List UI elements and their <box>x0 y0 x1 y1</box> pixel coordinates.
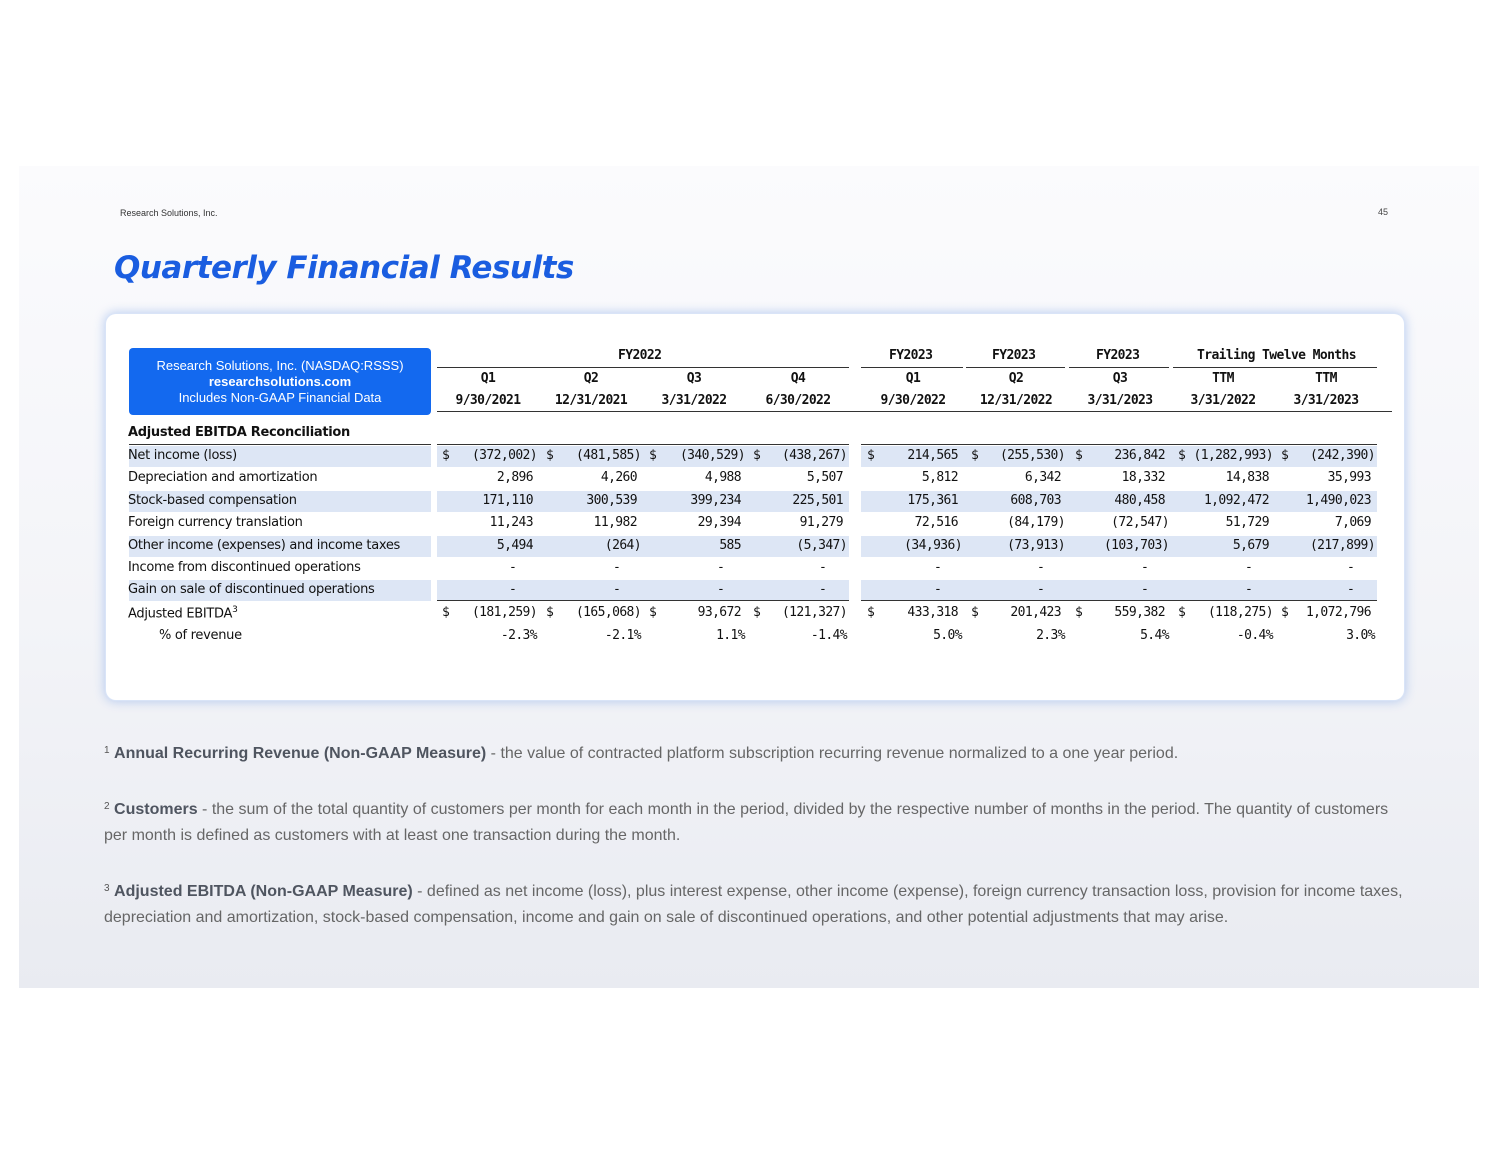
row-label: Gain on sale of discontinued operations <box>128 582 375 597</box>
table-cell: 5,507 <box>806 470 843 485</box>
table-cell: -0.4% <box>1236 628 1273 643</box>
header-rule <box>1069 367 1169 368</box>
row-label: Stock-based compensation <box>128 493 297 508</box>
table-cell: 18,332 <box>1121 470 1165 485</box>
table-cell: 214,565 <box>907 448 958 463</box>
table-cell: - <box>509 582 517 597</box>
column-quarter: TTM <box>1315 371 1337 386</box>
table-cell: 5,679 <box>1232 538 1269 553</box>
page-number: 45 <box>1378 207 1389 217</box>
table-cell: 1,072,796 <box>1305 605 1371 620</box>
table-cell: 171,110 <box>482 493 533 508</box>
total-rule <box>861 600 1377 601</box>
total-rule <box>437 600 849 601</box>
column-date: 9/30/2022 <box>880 393 946 408</box>
table-cell: (181,259) <box>471 605 537 620</box>
currency-symbol: $ <box>1281 448 1289 463</box>
column-date: 3/31/2022 <box>661 393 727 408</box>
page-title: Quarterly Financial Results <box>114 250 574 286</box>
table-cell: 2.3% <box>1036 628 1065 643</box>
table-cell: 5,812 <box>921 470 958 485</box>
column-date: 3/31/2023 <box>1293 393 1359 408</box>
table-cell: 1,490,023 <box>1305 493 1371 508</box>
table-cell: 5,494 <box>496 538 533 553</box>
row-label-ebitda: Adjusted EBITDA$^3$ <box>128 605 238 622</box>
currency-symbol: $ <box>546 448 554 463</box>
currency-symbol: $ <box>1281 605 1289 620</box>
table-cell: 585 <box>719 538 741 553</box>
table-cell: 35,993 <box>1327 470 1371 485</box>
table-cell: 5.4% <box>1140 628 1169 643</box>
table-cell: 6,342 <box>1024 470 1061 485</box>
table-cell: 91,279 <box>799 515 843 530</box>
table-cell: (84,179) <box>1007 515 1065 530</box>
section-rule <box>861 444 1377 445</box>
table-cell: - <box>934 582 942 597</box>
table-cell: - <box>1347 560 1355 575</box>
currency-symbol: $ <box>442 605 450 620</box>
currency-symbol: $ <box>1178 605 1186 620</box>
table-cell: 3.0% <box>1346 628 1375 643</box>
table-cell: - <box>717 560 725 575</box>
currency-symbol: $ <box>867 448 875 463</box>
header-rule <box>437 367 849 368</box>
table-cell: 608,703 <box>1010 493 1061 508</box>
table-cell: 2,896 <box>496 470 533 485</box>
table-cell: (165,068) <box>575 605 641 620</box>
currency-symbol: $ <box>1075 605 1083 620</box>
section-rule <box>129 444 431 445</box>
table-cell: -2.3% <box>500 628 537 643</box>
currency-symbol: $ <box>649 448 657 463</box>
table-cell: (242,390) <box>1309 448 1375 463</box>
table-cell: (438,267) <box>781 448 847 463</box>
row-label: Other income (expenses) and income taxes <box>128 538 401 553</box>
table-cell: - <box>819 560 827 575</box>
table-cell: - <box>613 560 621 575</box>
info-note: Includes Non-GAAP Financial Data <box>178 390 382 405</box>
table-cell: (34,936) <box>904 538 962 553</box>
table-cell: 11,243 <box>489 515 533 530</box>
table-cell: (73,913) <box>1007 538 1065 553</box>
table-cell: 1.1% <box>716 628 745 643</box>
currency-symbol: $ <box>1075 448 1083 463</box>
column-date: 6/30/2022 <box>765 393 831 408</box>
footnote-marker: 3 <box>232 605 238 615</box>
table-cell: 11,982 <box>593 515 637 530</box>
column-quarter: Q1 <box>905 371 921 386</box>
table-cell: - <box>1245 582 1253 597</box>
row-label: Income from discontinued operations <box>128 560 361 575</box>
header-bottom-rule <box>437 411 1392 412</box>
table-cell: (372,002) <box>471 448 537 463</box>
table-cell: 29,394 <box>697 515 741 530</box>
currency-symbol: $ <box>971 605 979 620</box>
table-cell: 225,501 <box>792 493 843 508</box>
footnote: $^1$ Annual Recurring Revenue (Non-GAAP Measure) - the value of contracted platform subscription recurring revenue normalized to a one year period. <box>104 745 1179 762</box>
table-cell: 201,423 <box>1010 605 1061 620</box>
header-rule <box>1173 367 1377 368</box>
table-cell: - <box>1141 582 1149 597</box>
table-cell: 7,069 <box>1334 515 1371 530</box>
table-cell: (255,530) <box>999 448 1065 463</box>
row-label-pct: % of revenue <box>159 628 242 643</box>
column-date: 3/31/2022 <box>1190 393 1256 408</box>
column-quarter: Q2 <box>583 371 599 386</box>
table-cell: - <box>613 582 621 597</box>
table-cell: 559,382 <box>1114 605 1165 620</box>
row-band <box>437 580 849 601</box>
column-fiscal-year: FY2023 <box>1096 348 1140 363</box>
info-website: researchsolutions.com <box>208 374 352 389</box>
table-cell: - <box>934 560 942 575</box>
info-company-ticker: Research Solutions, Inc. (NASDAQ:RSSS) <box>156 358 404 373</box>
table-cell: (118,275) <box>1207 605 1273 620</box>
table-cell: (1,282,993) <box>1193 448 1273 463</box>
table-cell: -1.4% <box>810 628 847 643</box>
table-cell: - <box>717 582 725 597</box>
section-title: Adjusted EBITDA Reconciliation <box>128 425 350 440</box>
table-cell: 300,539 <box>586 493 637 508</box>
table-cell: 175,361 <box>907 493 958 508</box>
column-date: 3/31/2023 <box>1087 393 1153 408</box>
table-cell: -2.1% <box>604 628 641 643</box>
table-cell: (103,703) <box>1103 538 1169 553</box>
table-cell: - <box>1037 560 1045 575</box>
table-cell: 4,988 <box>704 470 741 485</box>
column-date: 12/31/2021 <box>554 393 628 408</box>
currency-symbol: $ <box>867 605 875 620</box>
footnotes <box>104 738 1404 958</box>
table-cell: 14,838 <box>1225 470 1269 485</box>
currency-symbol: $ <box>649 605 657 620</box>
currency-symbol: $ <box>1178 448 1186 463</box>
group-header-fy2022: FY2022 <box>618 348 662 363</box>
column-quarter: TTM <box>1212 371 1234 386</box>
row-label: Foreign currency translation <box>128 515 303 530</box>
table-cell: (340,529) <box>679 448 745 463</box>
table-cell: - <box>509 560 517 575</box>
table-cell: 1,092,472 <box>1203 493 1269 508</box>
currency-symbol: $ <box>442 448 450 463</box>
table-cell: - <box>819 582 827 597</box>
section-rule <box>437 444 849 445</box>
table-cell: 433,318 <box>907 605 958 620</box>
group-header-ttm: Trailing Twelve Months <box>1197 348 1356 363</box>
column-quarter: Q2 <box>1008 371 1024 386</box>
column-quarter: Q1 <box>480 371 496 386</box>
currency-symbol: $ <box>546 605 554 620</box>
footnote: $^2$ Customers - the sum of the total quantity of customers per month for each month in the period, divided by the respective number of months in the period. The quantity of customers per month is defined as customers with at least one transaction during the month. <box>104 801 1389 844</box>
table-cell: - <box>1037 582 1045 597</box>
currency-symbol: $ <box>971 448 979 463</box>
table-cell: 72,516 <box>914 515 958 530</box>
table-cell: (217,899) <box>1309 538 1375 553</box>
header-rule <box>966 367 1065 368</box>
row-label: Depreciation and amortization <box>128 470 318 485</box>
company-name-header: Research Solutions, Inc. <box>120 208 218 218</box>
table-cell: (72,547) <box>1111 515 1169 530</box>
table-cell: (264) <box>604 538 641 553</box>
table-cell: - <box>1347 582 1355 597</box>
header-rule <box>861 367 963 368</box>
table-cell: 399,234 <box>690 493 741 508</box>
column-quarter: Q3 <box>686 371 702 386</box>
column-quarter: Q4 <box>790 371 806 386</box>
column-quarter: Q3 <box>1112 371 1128 386</box>
table-cell: 93,672 <box>697 605 741 620</box>
currency-symbol: $ <box>753 448 761 463</box>
row-label: Net income (loss) <box>128 448 237 463</box>
table-cell: 4,260 <box>600 470 637 485</box>
table-cell: - <box>1141 560 1149 575</box>
table-cell: 480,458 <box>1114 493 1165 508</box>
table-cell: (121,327) <box>781 605 847 620</box>
table-cell: 236,842 <box>1114 448 1165 463</box>
table-cell: (481,585) <box>575 448 641 463</box>
table-cell: 51,729 <box>1225 515 1269 530</box>
table-cell: - <box>1245 560 1253 575</box>
table-cell: (5,347) <box>796 538 847 553</box>
footnote: $^3$ Adjusted EBITDA (Non-GAAP Measure) - defined as net income (loss), plus interest expense, other income (expense), foreign currency transaction loss, provision for income taxes, depreciation and amortization, stock-based compensation, income and gain on sale of discontinued operations, and other potential adjustments that may arise. <box>104 883 1403 926</box>
column-fiscal-year: FY2023 <box>889 348 933 363</box>
table-cell: 5.0% <box>933 628 962 643</box>
currency-symbol: $ <box>753 605 761 620</box>
column-date: 9/30/2021 <box>455 393 521 408</box>
column-date: 12/31/2022 <box>979 393 1053 408</box>
column-fiscal-year: FY2023 <box>992 348 1036 363</box>
